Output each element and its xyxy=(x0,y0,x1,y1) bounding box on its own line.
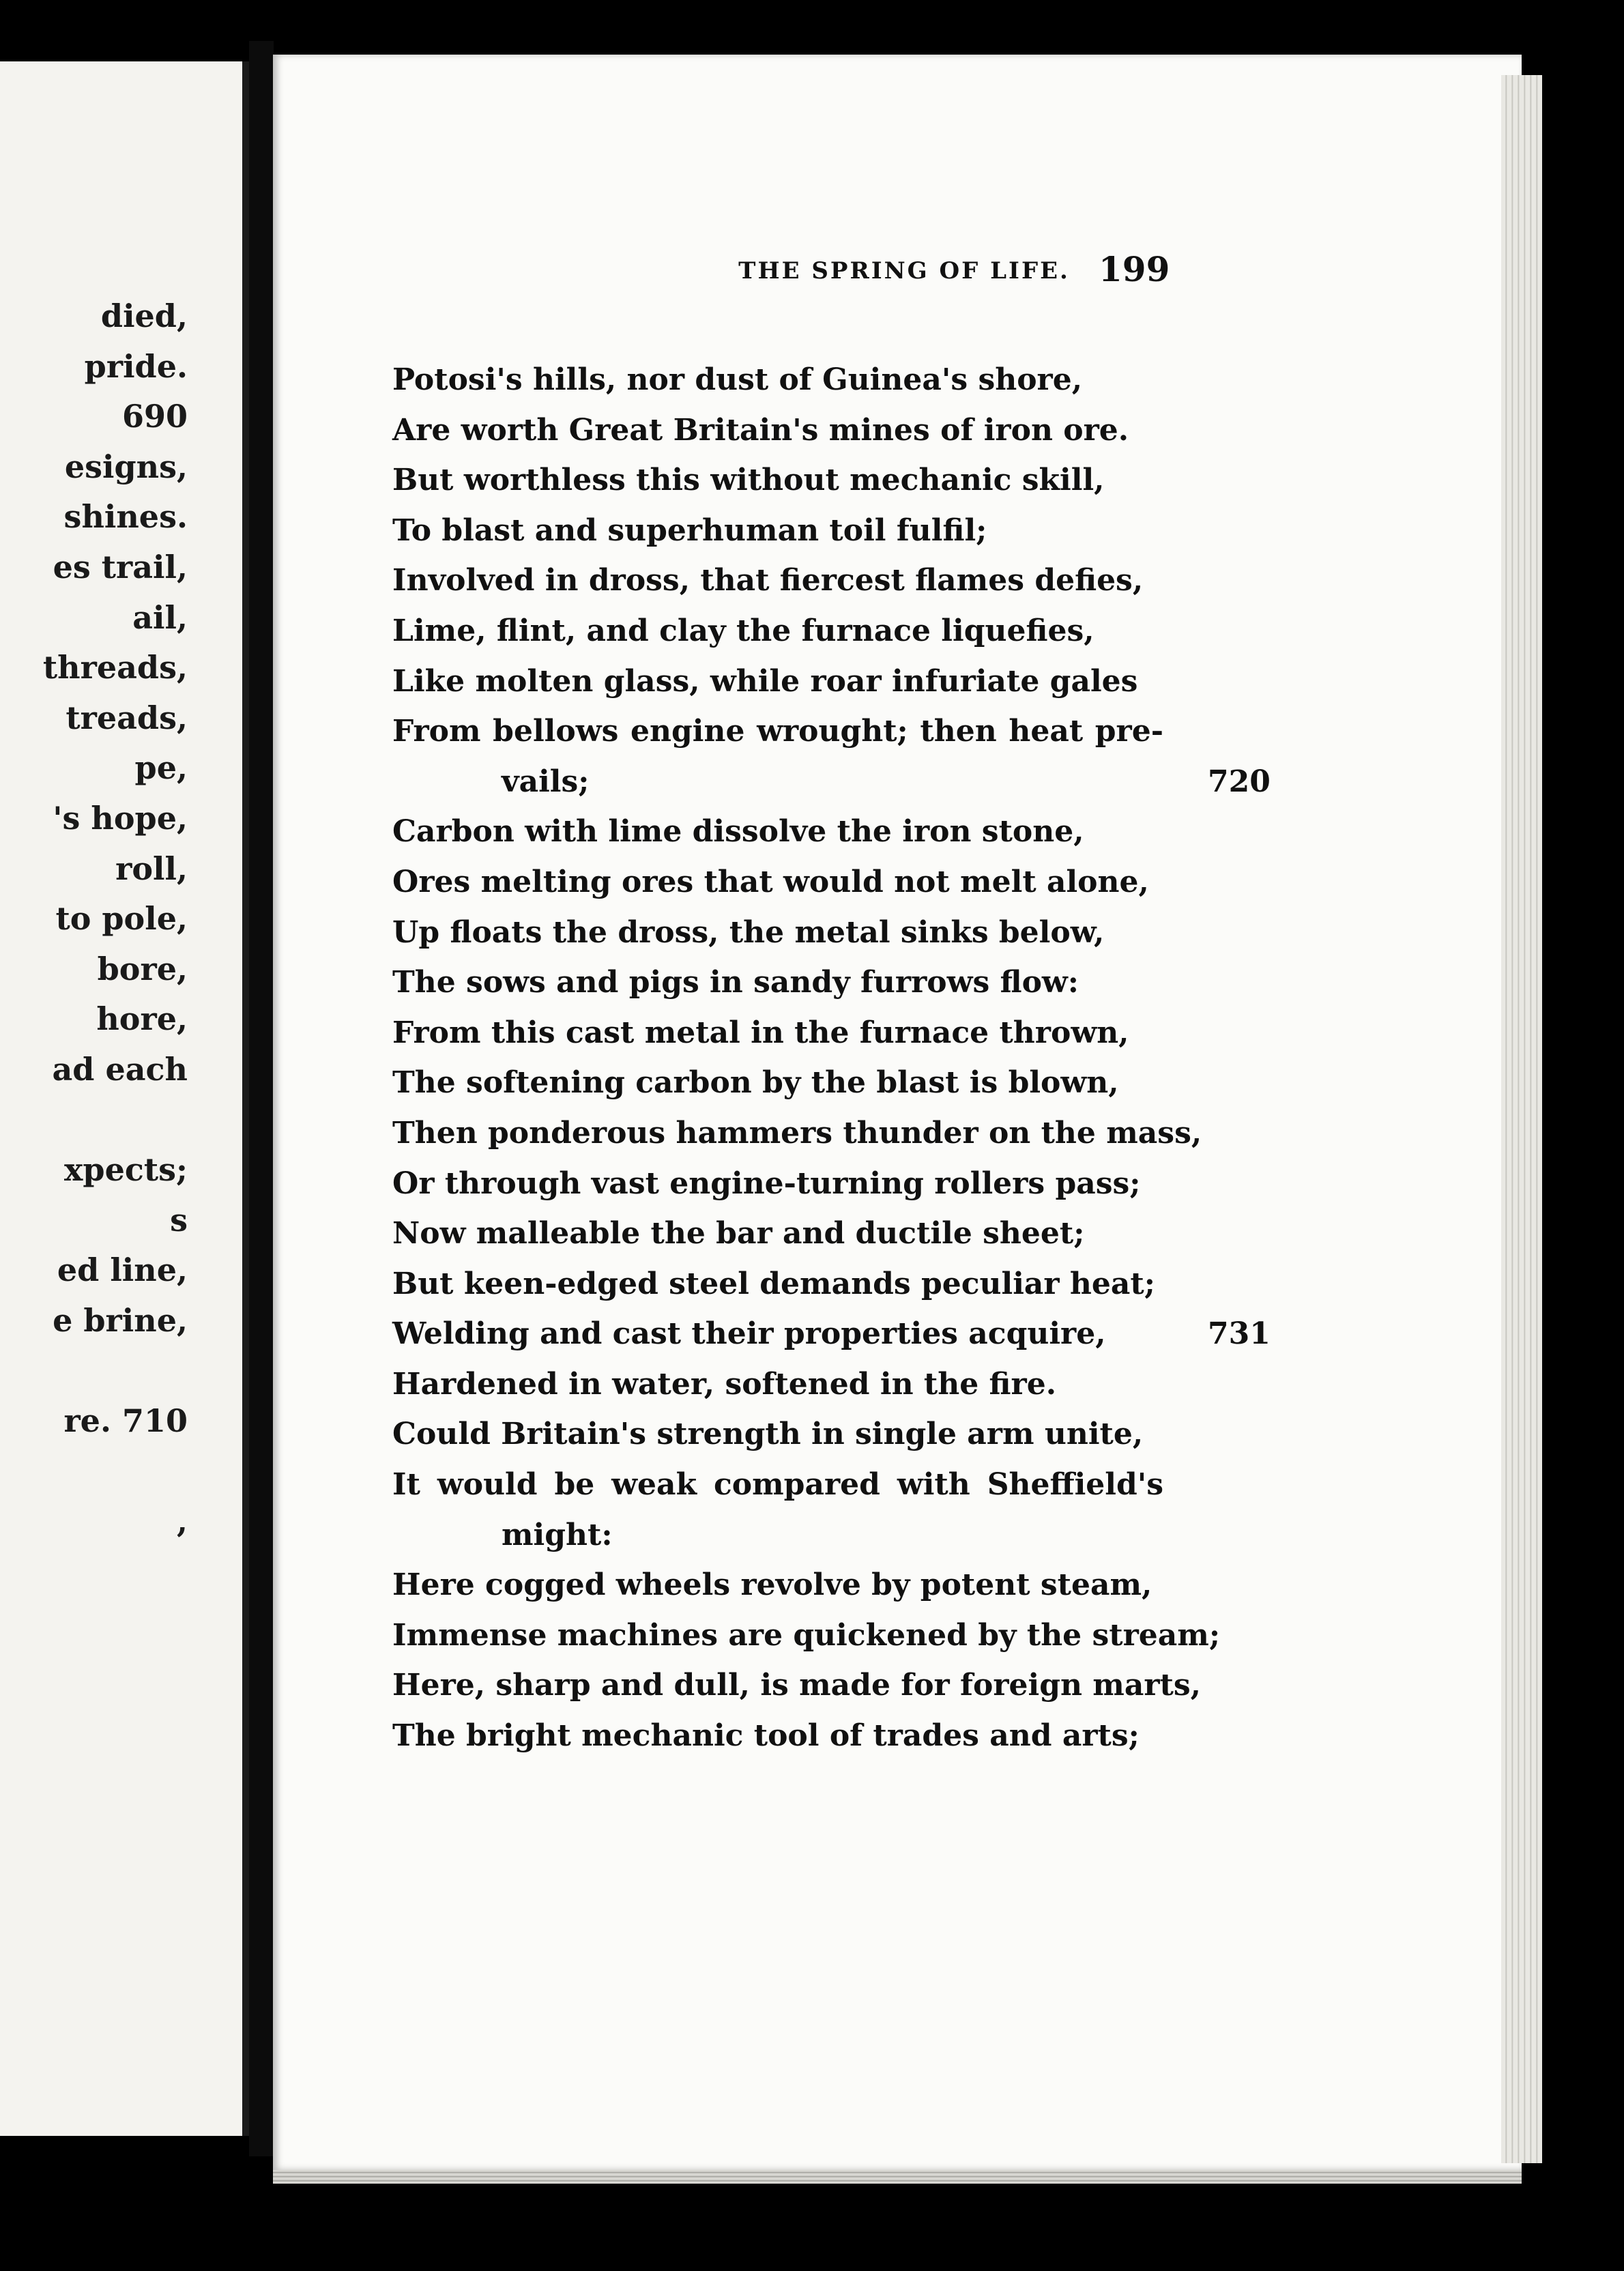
verse-text: Could Britain's strength in single arm unite, xyxy=(392,1417,1144,1452)
verse-text: Welding and cast their properties acquire, xyxy=(392,1316,1106,1352)
verse-line xyxy=(392,1409,1443,1460)
facing-page-line: pe, xyxy=(134,749,188,787)
verse-line xyxy=(392,405,1443,456)
facing-page-line: e brine, xyxy=(53,1302,188,1339)
verse-text: Like molten glass, while roar infuriate gales xyxy=(392,663,1138,699)
verse-line xyxy=(392,506,1443,556)
verse-line xyxy=(392,957,1443,1008)
verse-line xyxy=(392,656,1443,707)
verse-line xyxy=(392,706,1163,757)
verse-line xyxy=(392,1359,1443,1410)
verse-text: Immense machines are quickened by the stream; xyxy=(392,1617,1221,1653)
verse-line xyxy=(392,555,1443,606)
page-bottom-edge xyxy=(273,2170,1522,2184)
book-page xyxy=(273,55,1522,2170)
page-edges xyxy=(1501,75,1542,2163)
verse-line xyxy=(392,908,1443,958)
verse-text: might: xyxy=(502,1517,613,1552)
facing-page xyxy=(0,61,249,2136)
verse-text: The bright mechanic tool of trades and arts; xyxy=(392,1718,1140,1754)
verse-text: Lime, flint, and clay the furnace liquefies, xyxy=(392,613,1094,648)
facing-page-line: ail, xyxy=(132,598,188,636)
verse-line xyxy=(392,1560,1443,1610)
facing-page-line: ad each xyxy=(52,1051,188,1088)
facing-page-line: re. 710 xyxy=(63,1402,188,1440)
facing-page-line: esigns, xyxy=(64,448,188,485)
verse-text: Then ponderous hammers thunder on the mass, xyxy=(392,1115,1202,1151)
running-head: THE SPRING OF LIFE. xyxy=(738,257,1070,285)
facing-page-line: roll, xyxy=(115,850,188,887)
line-number: 720 xyxy=(1208,764,1271,799)
verse-line xyxy=(392,857,1443,908)
page-number: 199 xyxy=(1099,249,1170,289)
facing-page-line: to pole, xyxy=(55,900,188,938)
facing-page-line: died, xyxy=(100,298,188,334)
verse-line xyxy=(392,807,1443,857)
verse-text: Up floats the dross, the metal sinks below, xyxy=(392,914,1105,950)
facing-page-line: hore, xyxy=(96,1000,188,1038)
verse-line xyxy=(392,757,1443,807)
verse-line xyxy=(392,355,1443,405)
verse-text: But keen-edged steel demands peculiar heat; xyxy=(392,1266,1155,1301)
verse-line xyxy=(392,455,1443,506)
verse-line xyxy=(392,1058,1443,1108)
verse-text: But worthless this without mechanic skill, xyxy=(392,463,1105,498)
verse-line xyxy=(392,1008,1443,1058)
verse-text: To blast and superhuman toil fulfil; xyxy=(392,512,987,548)
facing-page-line: xpects; xyxy=(64,1151,188,1189)
facing-page-line: threads, xyxy=(42,649,188,686)
poem-text xyxy=(392,355,1443,1761)
verse-text: The softening carbon by the blast is blown, xyxy=(392,1065,1119,1101)
facing-page-line: es trail, xyxy=(53,549,188,585)
verse-line xyxy=(392,1259,1443,1310)
verse-text: Potosi's hills, nor dust of Guinea's shore, xyxy=(392,362,1083,397)
facing-page-line: ed line, xyxy=(57,1252,188,1289)
verse-text: It would be weak compared with Sheffield's xyxy=(392,1467,1163,1503)
verse-line xyxy=(392,1660,1443,1711)
facing-page-line: treads, xyxy=(66,699,188,736)
facing-page-line: 690 xyxy=(121,398,188,435)
line-number: 731 xyxy=(1208,1316,1271,1352)
verse-text: Ores melting ores that would not melt alone, xyxy=(392,864,1149,899)
facing-page-line: pride. xyxy=(84,347,188,385)
verse-text: Carbon with lime dissolve the iron stone, xyxy=(392,814,1084,850)
verse-text: Are worth Great Britain's mines of iron ore. xyxy=(392,412,1129,448)
facing-page-line: s xyxy=(170,1201,188,1239)
verse-text: From this cast metal in the furnace thrown, xyxy=(392,1015,1129,1050)
book-gutter xyxy=(249,41,274,2156)
verse-line xyxy=(392,1108,1443,1159)
verse-text: Now malleable the bar and ductile sheet; xyxy=(392,1216,1085,1252)
verse-line xyxy=(392,1209,1443,1259)
facing-page-line: 's hope, xyxy=(53,800,188,837)
verse-line xyxy=(392,1510,1443,1561)
facing-page-line: bore, xyxy=(97,950,188,987)
verse-line xyxy=(392,1309,1443,1359)
verse-line xyxy=(392,1159,1443,1209)
verse-text: Or through vast engine-turning rollers pass; xyxy=(392,1166,1141,1201)
verse-text: Hardened in water, softened in the fire. xyxy=(392,1366,1057,1402)
verse-text: Involved in dross, that fiercest flames defies, xyxy=(392,563,1144,598)
verse-line xyxy=(392,1460,1163,1510)
facing-page-line: , xyxy=(176,1503,188,1540)
verse-text: Here cogged wheels revolve by potent steam, xyxy=(392,1567,1152,1603)
verse-text: The sows and pigs in sandy furrows flow: xyxy=(392,965,1079,1000)
verse-line xyxy=(392,606,1443,656)
verse-text: From bellows engine wrought; then heat pre- xyxy=(392,714,1163,749)
verse-line xyxy=(392,1711,1443,1761)
verse-line xyxy=(392,1610,1443,1661)
verse-text: vails; xyxy=(502,764,590,799)
facing-page-line: shines. xyxy=(63,498,188,536)
verse-text: Here, sharp and dull, is made for foreign marts, xyxy=(392,1668,1201,1703)
